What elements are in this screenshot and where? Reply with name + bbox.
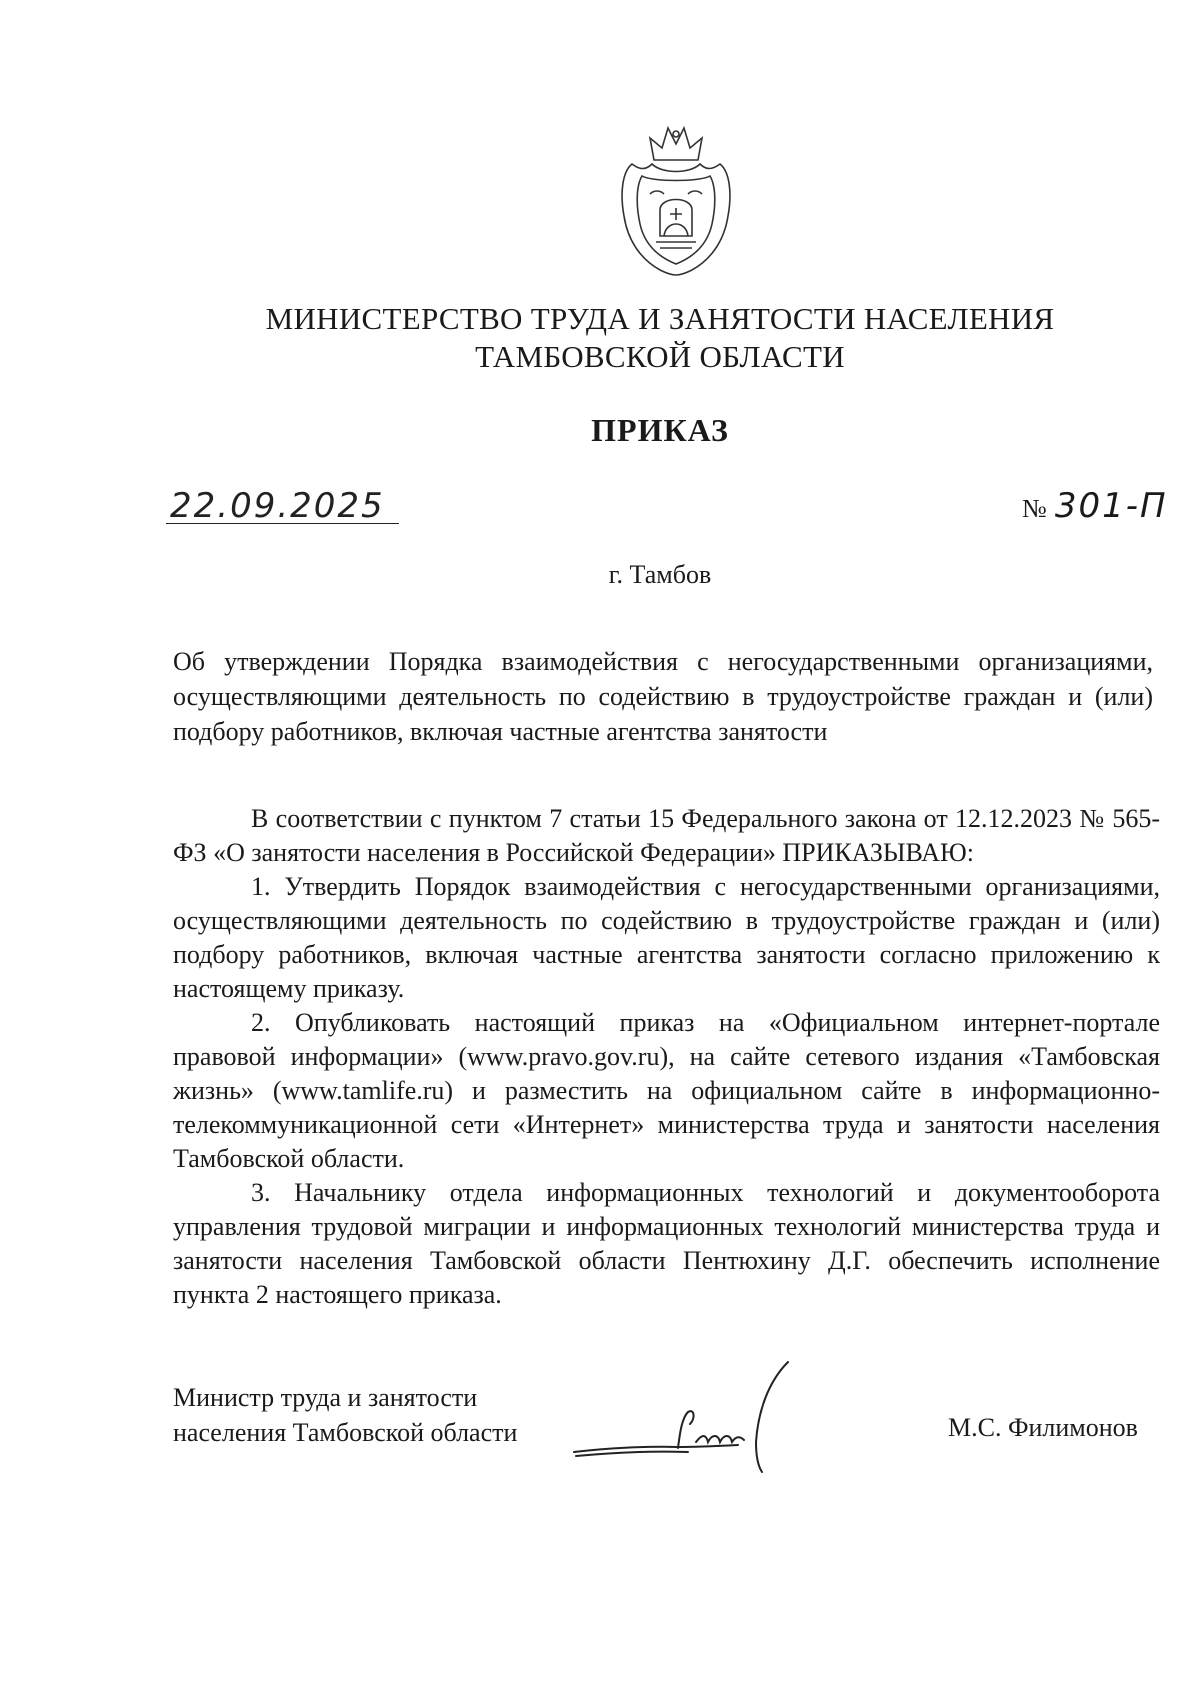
handwritten-signature: [568, 1352, 868, 1482]
city: г. Тамбов: [608, 560, 712, 589]
number-label: №: [1022, 494, 1047, 523]
order-date: 22.09.2025: [170, 486, 385, 526]
order-number: [1022, 486, 1168, 526]
number-value: 301-П: [1054, 486, 1168, 526]
coat-of-arms-icon: [620, 124, 732, 276]
signatory-name: М.С. Филимонов: [948, 1413, 1138, 1442]
ministry-name: [0, 300, 1200, 376]
order-item-1: 1. Утвердить Порядок взаимодействия с негосударственными организациями, осуществляющими деятельность по содействию в трудоустройстве граждан и (или) подбору работников, включая частные агентства занятости согласно приложению к настоящему приказу.: [173, 872, 1160, 1003]
signatory-title-line1: Министр труда и занятости: [173, 1383, 478, 1412]
preamble-paragraph: В соответствии с пунктом 7 статьи 15 Федерального закона от 12.12.2023 № 565-ФЗ «О занятости населения в Российской Федерации» ПРИКАЗЫВАЮ:: [173, 804, 1160, 867]
ministry-name-line2: ТАМБОВСКОЙ ОБЛАСТИ: [475, 339, 845, 374]
order-body: [173, 802, 1160, 1312]
document-type-title: ПРИКАЗ: [591, 412, 729, 448]
order-item-3: 3. Начальнику отдела информационных технологий и документооборота управления трудовой миграции и информационных технологий министерства труда и занятости населения Тамбовской области Пентюхину Д.Г. обеспечить исполнение пункта 2 настоящего приказа.: [173, 1178, 1160, 1309]
signatory-title: [173, 1380, 517, 1450]
order-subject: Об утверждении Порядка взаимодействия с негосударственными организациями, осуществляющими деятельность по содействию в трудоустройстве граждан и (или) подбору работников, включая частные агентства занятости: [173, 647, 1153, 746]
order-item-2: 2. Опубликовать настоящий приказ на «Официальном интернет-портале правовой информации» (www.pravo.gov.ru), на сайте сетевого издания «Тамбовская жизнь» (www.tamlife.ru) и разместить на официальном сайте в информационно-телекоммуникационной сети «Интернет» министерства труда и занятости населения Тамбовской области.: [173, 1008, 1160, 1173]
signatory-title-line2: населения Тамбовской области: [173, 1418, 518, 1447]
ministry-name-line1: МИНИСТЕРСТВО ТРУДА И ЗАНЯТОСТИ НАСЕЛЕНИЯ: [265, 301, 1055, 336]
